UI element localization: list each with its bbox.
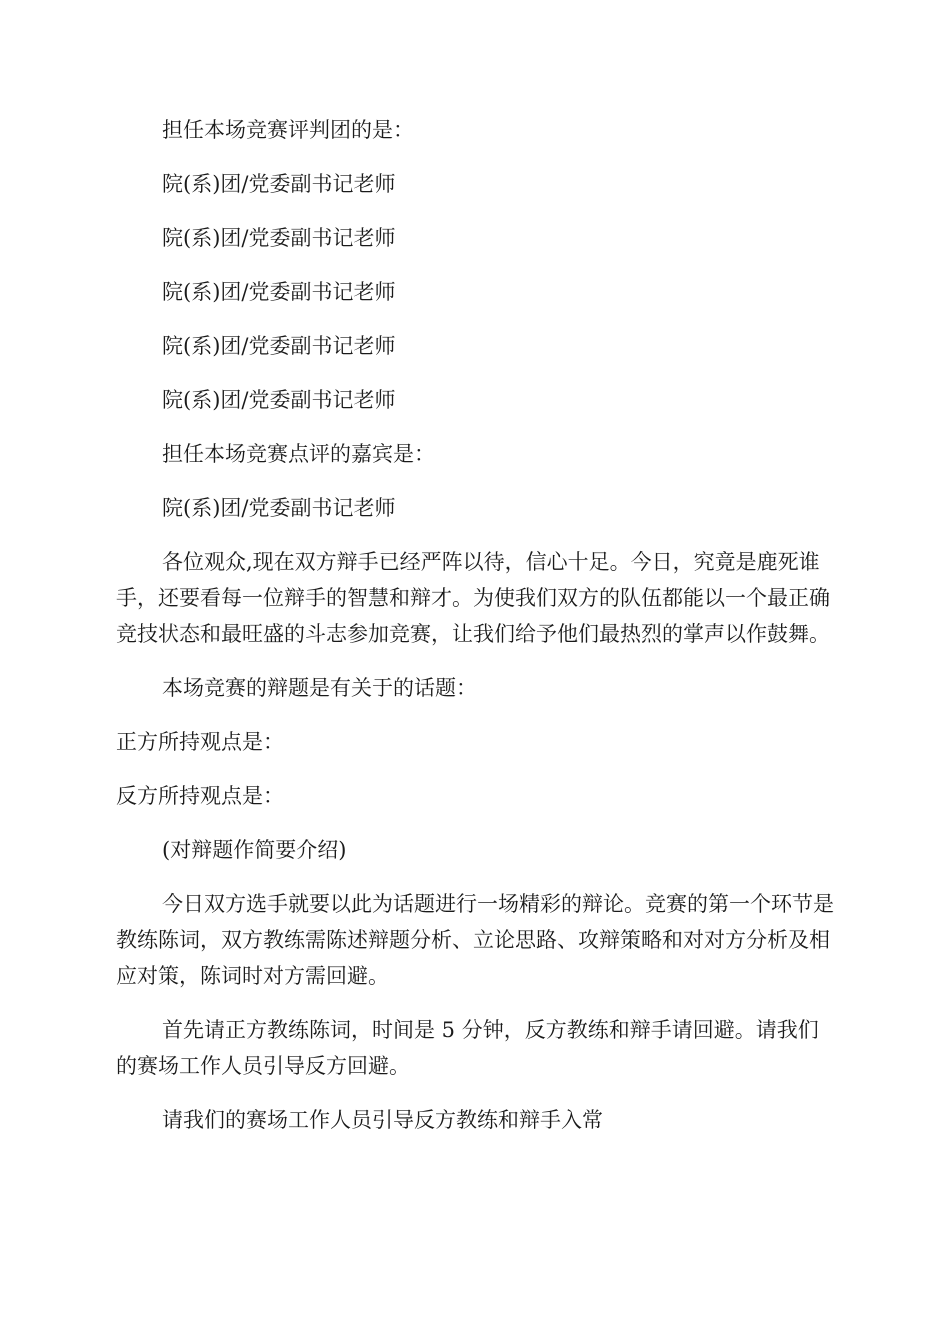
paragraph-negative-view: 反方所持观点是： — [116, 784, 284, 808]
paragraph-first-round: 今日双方选手就要以此为话题进行一场精彩的辩论。竞赛的第一个环节是教练陈词，双方教练需陈述辩题分析、立论思路、攻辩策略和对对方分析及相应对策，陈词时对方需回避。 — [116, 892, 834, 988]
paragraph-judge-2: 院(系)团/党委副书记老师 — [162, 226, 396, 250]
paragraph-judge-4: 院(系)团/党委副书记老师 — [162, 334, 396, 358]
paragraph-guest-1: 院(系)团/党委副书记老师 — [162, 496, 396, 520]
paragraph-affirmative-view: 正方所持观点是： — [116, 730, 284, 754]
paragraph-judge-3: 院(系)团/党委副书记老师 — [162, 280, 396, 304]
paragraph-judge-1: 院(系)团/党委副书记老师 — [162, 172, 396, 196]
paragraph-topic-note: (对辩题作简要介绍) — [162, 838, 347, 862]
paragraph-judge-5: 院(系)团/党委副书记老师 — [162, 388, 396, 412]
paragraph-negative-entry: 请我们的赛场工作人员引导反方教练和辩手入常 — [162, 1108, 603, 1132]
paragraph-audience-intro: 各位观众,现在双方辩手已经严阵以待，信心十足。今日，究竟是鹿死谁手，还要看每一位辩手的智慧和辩才。为使我们双方的队伍都能以一个最正确竞技状态和最旺盛的斗志参加竞赛，让我们给予他们最热烈的掌声以作鼓舞。 — [116, 550, 830, 646]
paragraph-affirmative-coach: 首先请正方教练陈词，时间是 5 分钟，反方教练和辩手请回避。请我们的赛场工作人员引导反方回避。 — [116, 1018, 819, 1078]
document-body — [116, 112, 836, 1156]
paragraph-topic: 本场竞赛的辩题是有关于的话题： — [162, 676, 477, 700]
paragraph-judges-heading: 担任本场竞赛评判团的是： — [162, 118, 414, 142]
paragraph-guest-heading: 担任本场竞赛点评的嘉宾是： — [162, 442, 435, 466]
